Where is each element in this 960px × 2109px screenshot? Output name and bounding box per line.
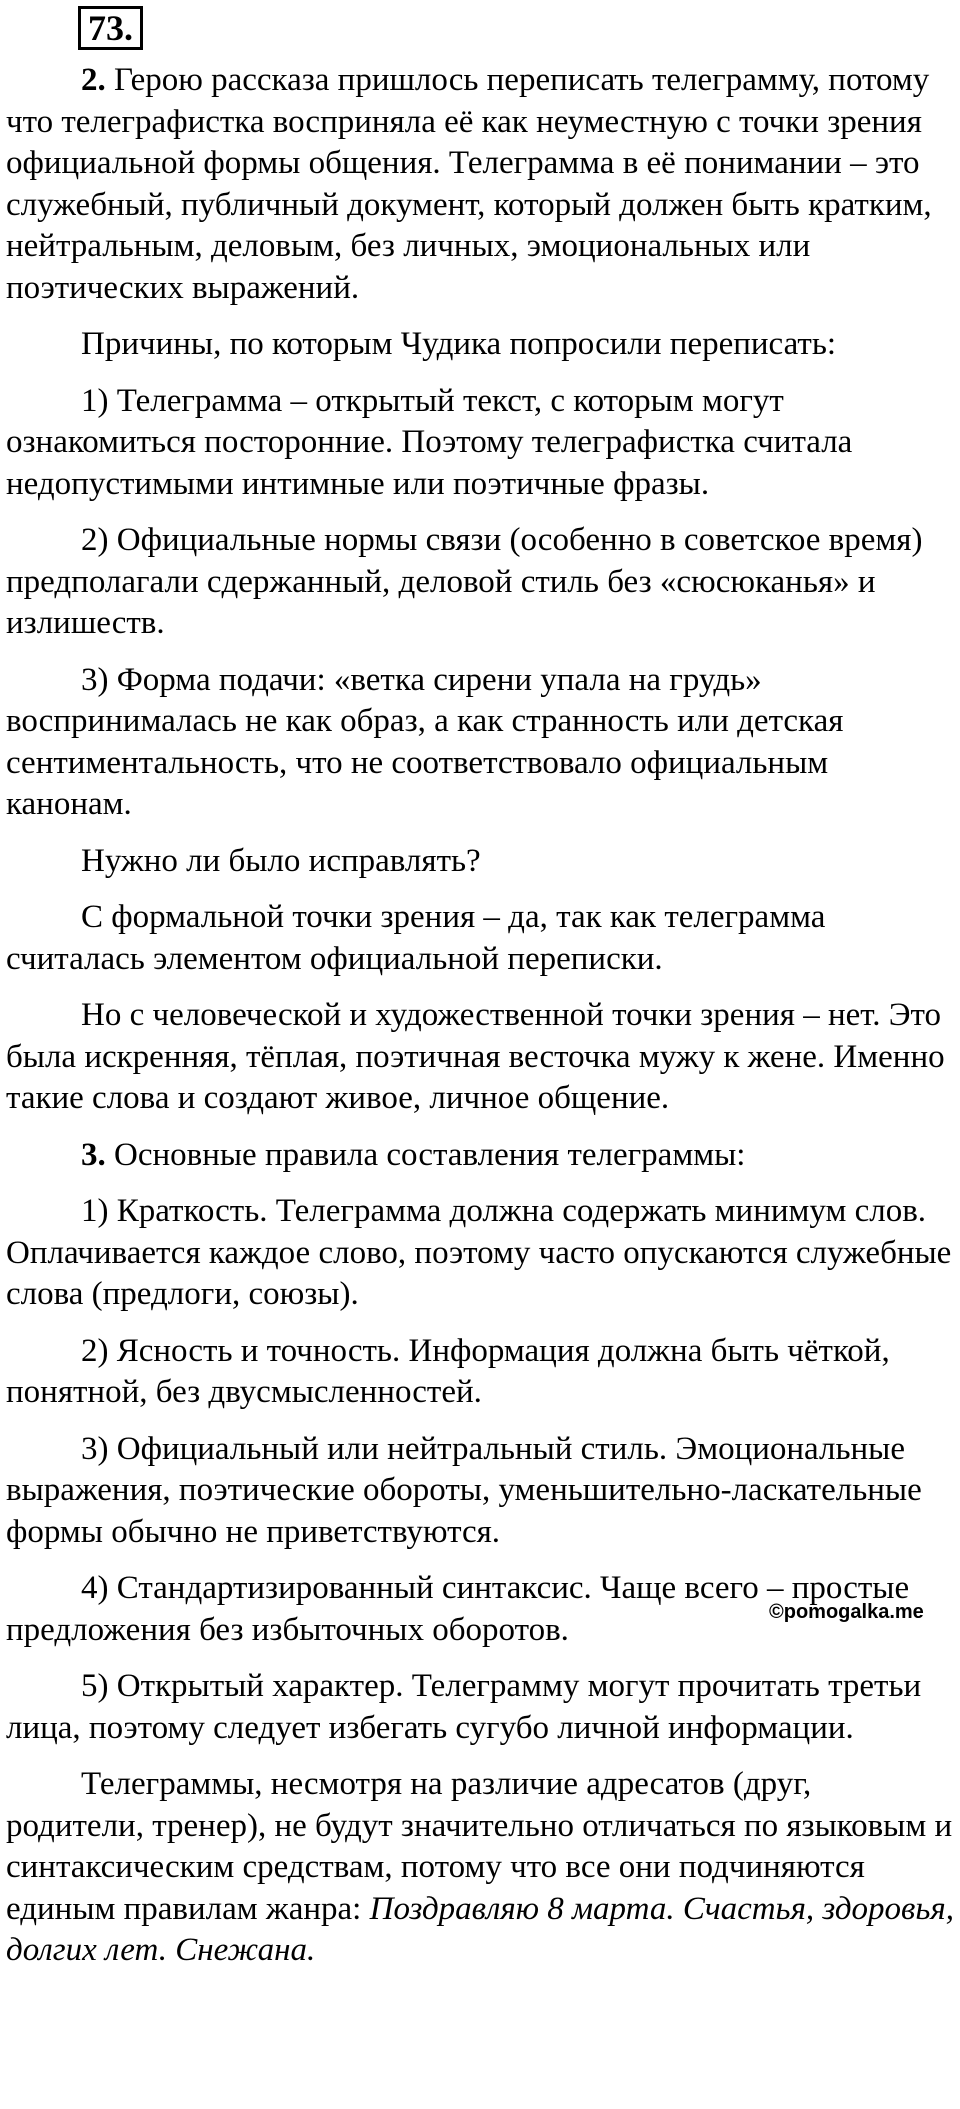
paragraph-formal-view: С формальной точки зрения – да, так как телеграмма считалась элементом официальной переписки. [6, 899, 826, 977]
exercise-number-box: 73. [78, 6, 143, 50]
paragraph-text: Основные правила составления телеграммы: [105, 1136, 746, 1173]
paragraph-rule-4: 4) Стандартизированный синтаксис. Чаще всего – простые предложения без избыточных оборотов. [6, 1570, 910, 1648]
answer-text [6, 60, 956, 1972]
telegram-example: Поздравляю 8 марта. Счастья, здоровья, долгих лет. Снежана. [6, 1890, 954, 1968]
paragraph-3-intro [6, 1135, 956, 1177]
paragraph-text: Телеграммы, несмотря на различие адресатов (друг, родители, тренер), не будут значительно отличаться по языковым и синтаксическим средствам, потому что все они подчиняются единым правилам жанра: [6, 1766, 953, 1927]
watermark: ©pomogalka.me [769, 1601, 924, 1623]
paragraph-rule-1: 1) Краткость. Телеграмма должна содержать минимум слов. Оплачивается каждое слово, поэтому часто опускаются служебные слова (предлоги, союзы). [6, 1193, 952, 1312]
paragraph-reasons-heading: Причины, по которым Чудика попросили переписать: [81, 326, 837, 362]
paragraph-rule-3: 3) Официальный или нейтральный стиль. Эмоциональные выражения, поэтические обороты, уменьшительно-ласкательные формы обычно не приветствуются. [6, 1430, 922, 1550]
task-number-2: 2. [81, 62, 106, 98]
paragraph-rule-5: 5) Открытый характер. Телеграмму могут прочитать третьи лица, поэтому следует избегать сугубо личной информации. [6, 1668, 922, 1746]
paragraph-reason-3: 3) Форма подачи: «ветка сирени упала на грудь» воспринималась не как образ, а как странность или детская сентиментальность, что не соответствовало официальным канонам. [6, 661, 844, 822]
paragraph-human-view: Но с человеческой и художественной точки зрения – нет. Это была искренняя, тёплая, поэтичная весточка мужу к жене. Именно такие слова и создают живое, личное общение. [6, 997, 945, 1116]
paragraph-reason-1: 1) Телеграмма – открытый текст, с которым могут ознакомиться посторонние. Поэтому телеграфистка считала недопустимыми интимные или поэтичные фразы. [6, 382, 853, 502]
paragraph-question: Нужно ли было исправлять? [81, 842, 481, 879]
task-number-3: 3. [81, 1136, 106, 1173]
paragraph-rule-2: 2) Ясность и точность. Информация должна быть чёткой, понятной, без двусмысленностей. [6, 1332, 890, 1410]
paragraph-conclusion [6, 1764, 956, 1972]
paragraph-reason-2: 2) Официальные нормы связи (особенно в советское время) предполагали сдержанный, деловой стиль без «сюсюканья» и излишеств. [6, 522, 923, 641]
paragraph-2-intro [6, 60, 956, 309]
paragraph-text: Герою рассказа пришлось переписать телеграмму, потому что телеграфистка восприняла её как неуместную с точки зрения официальной формы общения. Телеграмма в её понимании – это служебный, публичный документ, который должен быть кратким, нейтральным, деловым, без личных, эмоциональных или поэтических выражений. [6, 62, 932, 306]
